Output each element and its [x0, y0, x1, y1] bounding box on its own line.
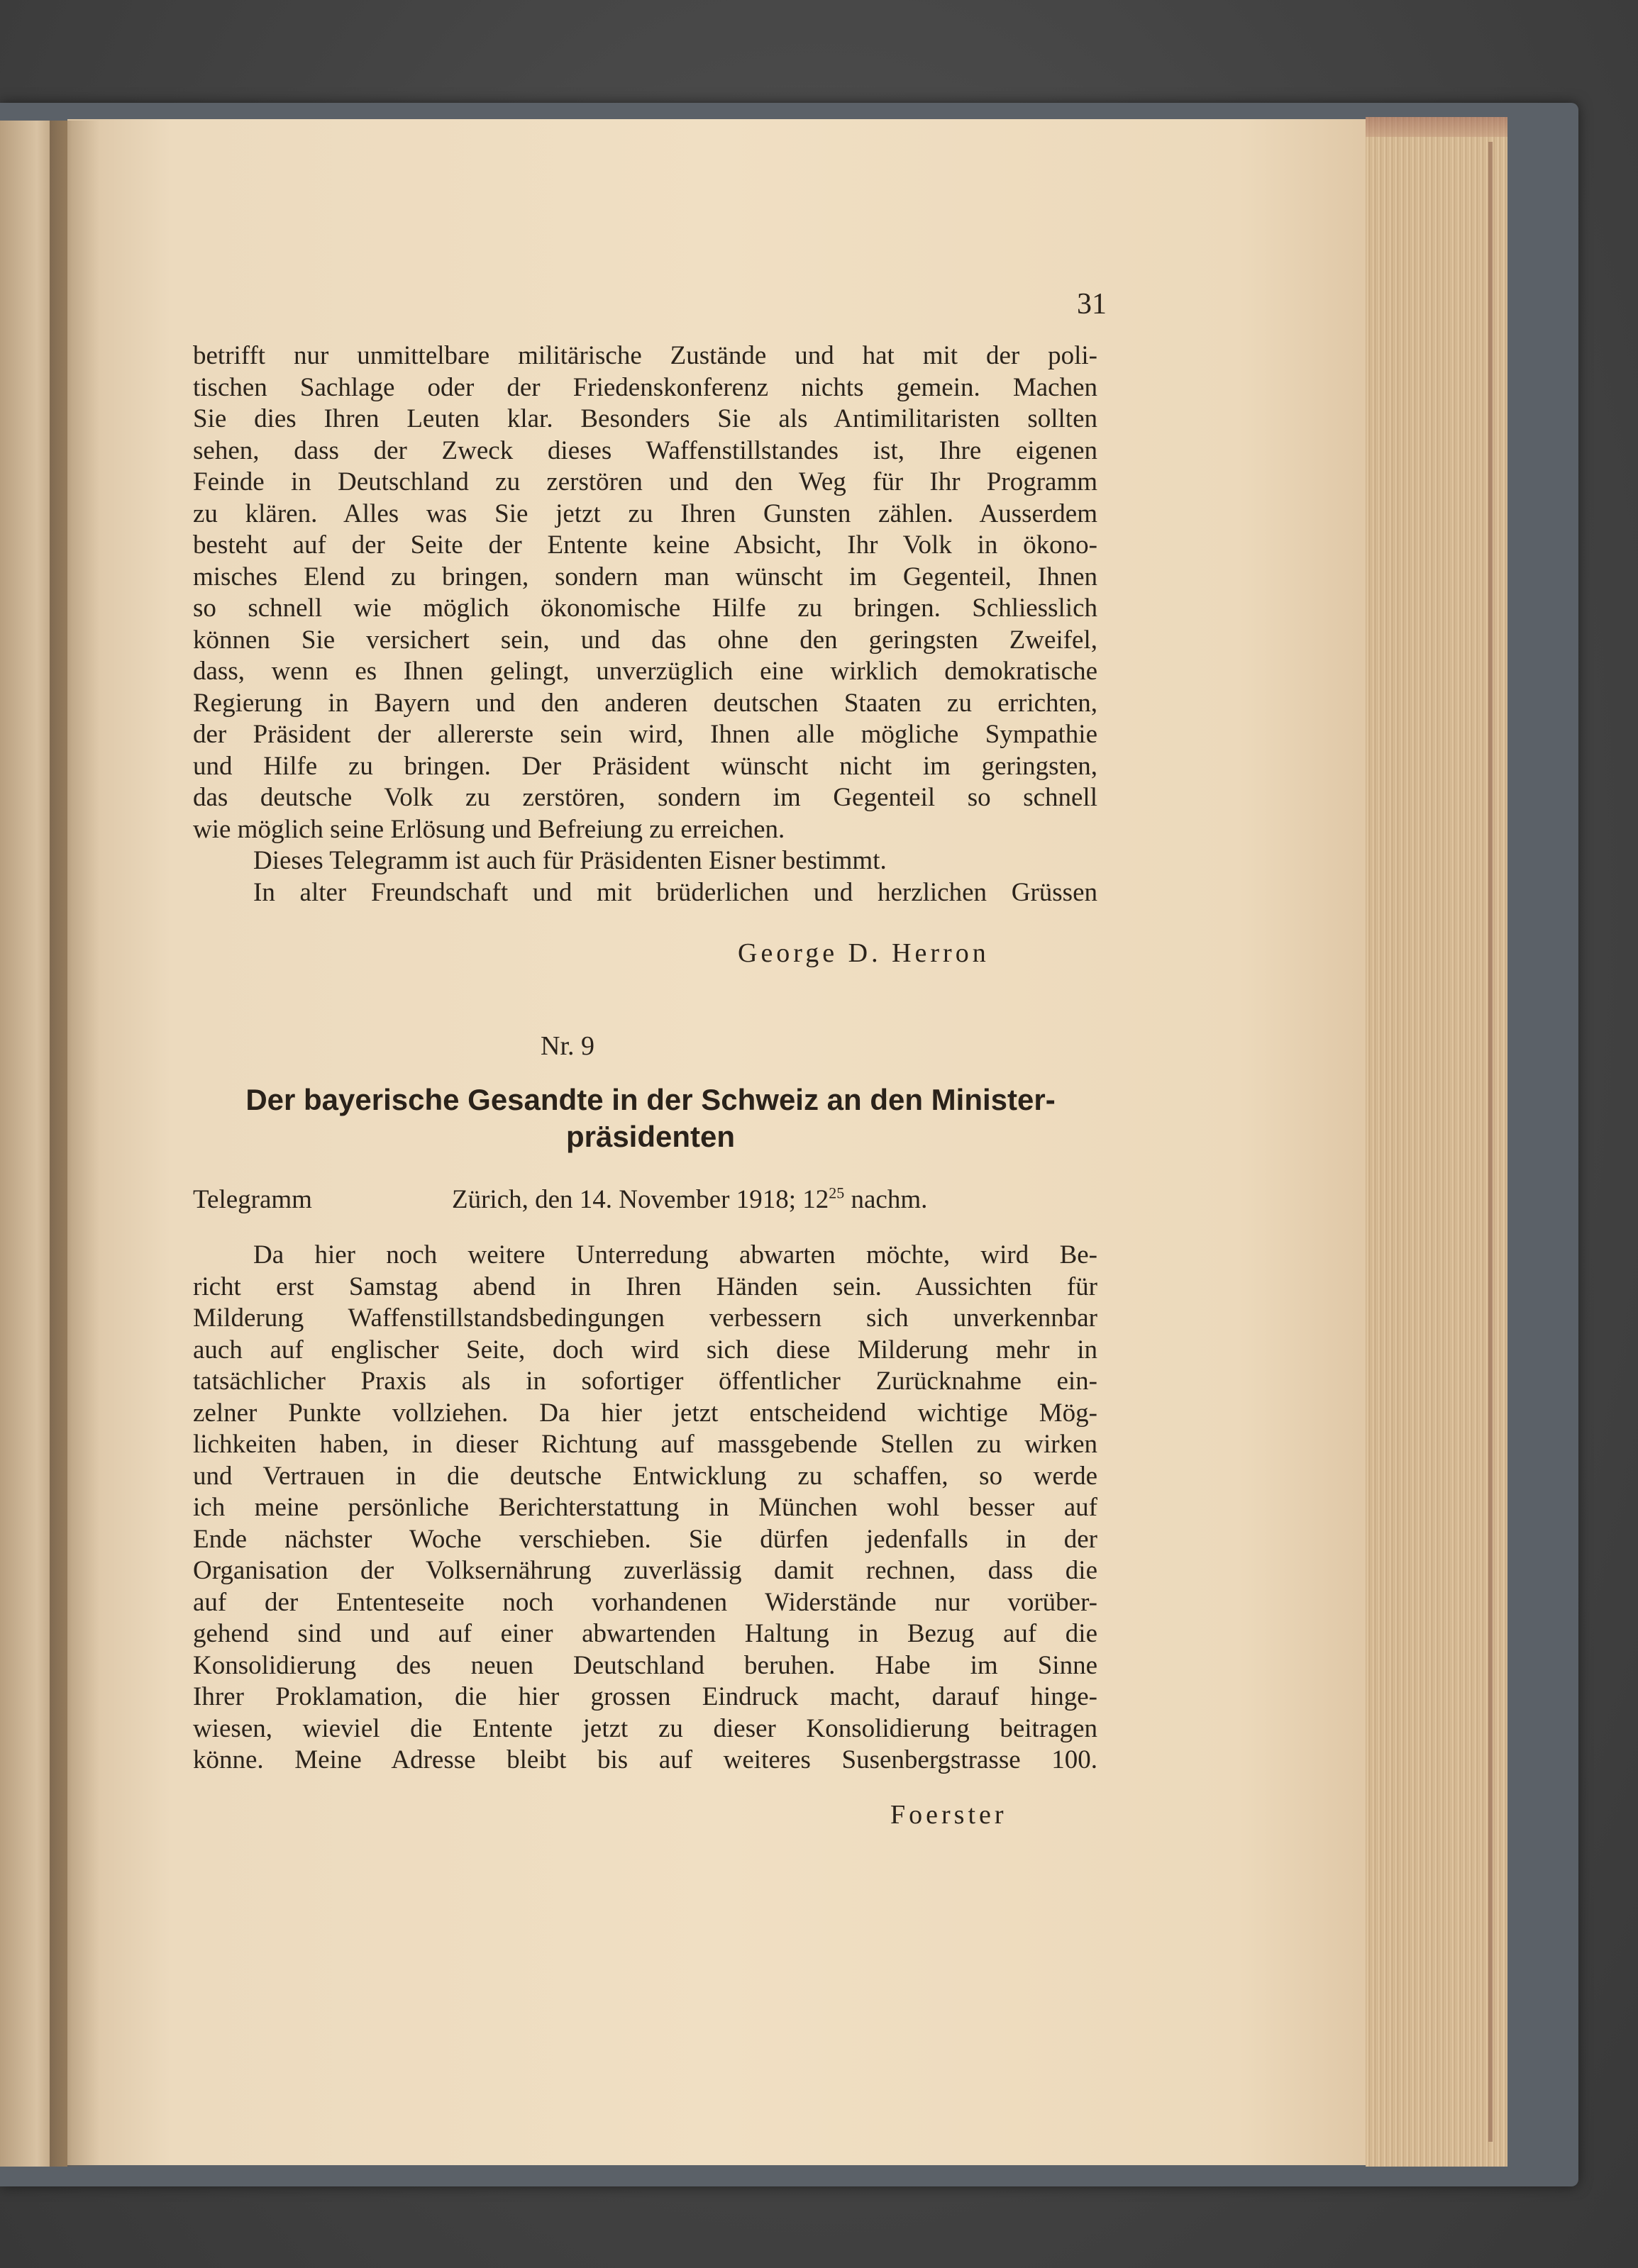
page-block-top-edge: [1366, 117, 1507, 137]
document-type: Telegramm: [193, 1185, 312, 1214]
telegram-signature: Foerster: [890, 1800, 1007, 1830]
gutter-shadow: [50, 121, 99, 2167]
document-place-date: Zürich, den 14. November 1918; $12^{25}$ nachm.: [452, 1184, 928, 1214]
text-line: auf der Ententeseite noch vorhandenen Widerstände nur vorüber-: [193, 1587, 1097, 1617]
text-line: wiesen, wieviel die Entente jetzt zu dieser Konsolidierung beitragen: [193, 1713, 1097, 1743]
letter-paragraph: [193, 340, 1097, 908]
document-title-line: Der bayerische Gesandte in der Schweiz an den Minister-: [245, 1083, 1056, 1116]
cover-edge-line: [1488, 142, 1493, 2142]
text-line: können Sie versichert sein, und das ohne den geringsten Zweifel,: [193, 625, 1097, 655]
text-line: und Vertrauen in die deutsche Entwicklung zu schaffen, so werde: [193, 1461, 1097, 1491]
text-line: richt erst Samstag abend in Ihren Händen sein. Aussichten für: [193, 1272, 1097, 1301]
text-line: besteht auf der Seite der Entente keine Absicht, Ihr Volk in ökono-: [193, 530, 1097, 560]
text-line: Da hier noch weitere Unterredung abwarten möchte, wird Be-: [253, 1240, 1097, 1269]
text-line: das deutsche Volk zu zerstören, sondern im Gegenteil so schnell: [193, 783, 1097, 812]
closing-line: Dieses Telegramm ist auch für Präsidenten Eisner bestimmt.: [253, 846, 887, 875]
text-line: so schnell wie möglich ökonomische Hilfe zu bringen. Schliesslich: [193, 594, 1097, 623]
text-line: auch auf englischer Seite, doch wird sich diese Milderung mehr in: [193, 1335, 1097, 1364]
telegram-paragraph: [193, 1240, 1097, 1777]
text-line: Organisation der Volksernährung zuverlässig damit rechnen, dass die: [193, 1556, 1097, 1585]
letter-signature: George D. Herron: [738, 938, 990, 968]
text-line: tischen Sachlage oder der Friedenskonferenz nichts gemein. Machen: [193, 372, 1097, 402]
text-line: ich meine persönliche Berichterstattung in München wohl besser auf: [193, 1493, 1097, 1522]
text-line: der Präsident der allererste sein wird, Ihnen alle mögliche Sympathie: [193, 720, 1097, 749]
text-line: lichkeiten haben, in dieser Richtung auf massgebende Stellen zu wirken: [193, 1430, 1097, 1459]
text-line: Ende nächster Woche verschieben. Sie dürfen jedenfalls in der: [193, 1524, 1097, 1554]
document-number: Nr. 9: [541, 1031, 594, 1061]
text-line: dass, wenn es Ihnen gelingt, unverzüglich eine wirklich demokratische: [193, 657, 1097, 686]
text-line: Feinde in Deutschland zu zerstören und den Weg für Ihr Programm: [193, 467, 1097, 496]
text-line: misches Elend zu bringen, sondern man wünscht im Gegenteil, Ihnen: [193, 562, 1097, 591]
text-line: tatsächlicher Praxis als in sofortiger öffentlicher Zurücknahme ein-: [193, 1367, 1097, 1396]
document-title: [193, 1082, 1108, 1155]
page-number: 31: [1077, 288, 1107, 321]
closing-line: In alter Freundschaft und mit brüderlichen und herzlichen Grüssen: [253, 877, 1097, 907]
page-block-fore-edge: [1366, 117, 1507, 2167]
text-line: sehen, dass der Zweck dieses Waffenstillstandes ist, Ihre eigenen: [193, 435, 1097, 465]
text-line: zu klären. Alles was Sie jetzt zu Ihren Gunsten zählen. Ausserdem: [193, 499, 1097, 528]
text-line: könne. Meine Adresse bleibt bis auf weiteres Susenbergstrasse 100.: [193, 1745, 1097, 1774]
text-line: Sie dies Ihren Leuten klar. Besonders Sie als Antimilitaristen sollten: [193, 404, 1097, 433]
text-line: Regierung in Bayern und den anderen deutschen Staaten zu errichten,: [193, 688, 1097, 718]
text-line: zelner Punkte vollziehen. Da hier jetzt entscheidend wichtige Mög-: [193, 1398, 1097, 1428]
text-line: gehend sind und auf einer abwartenden Haltung in Bezug auf die: [193, 1619, 1097, 1648]
text-line: Konsolidierung des neuen Deutschland beruhen. Habe im Sinne: [193, 1650, 1097, 1680]
document-title-line: präsidenten: [565, 1120, 736, 1153]
text-line: und Hilfe zu bringen. Der Präsident wünscht nicht im geringsten,: [193, 751, 1097, 781]
text-line: Ihrer Proklamation, die hier grossen Eindruck macht, darauf hinge-: [193, 1682, 1097, 1711]
text-line: Milderung Waffenstillstandsbedingungen verbessern sich unverkennbar: [193, 1303, 1097, 1333]
text-line: betrifft nur unmittelbare militärische Zustände und hat mit der poli-: [193, 341, 1097, 370]
text-line: wie möglich seine Erlösung und Befreiung zu erreichen.: [193, 814, 785, 844]
